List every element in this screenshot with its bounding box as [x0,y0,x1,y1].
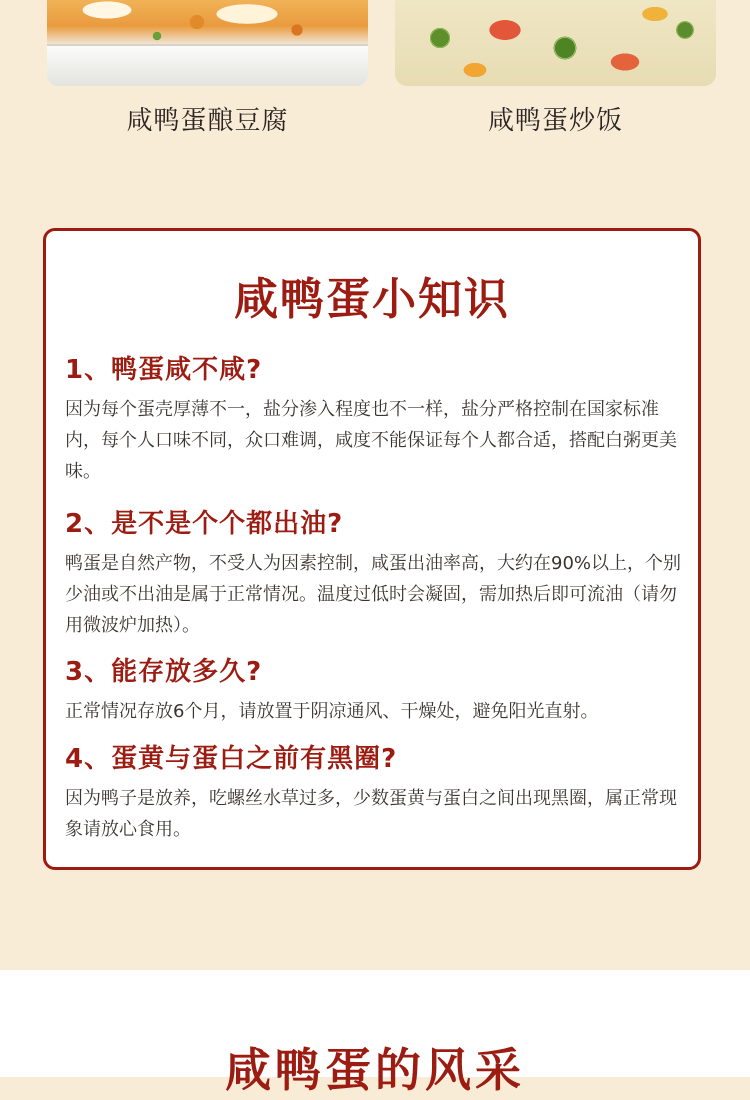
dish-caption: 咸鸭蛋酿豆腐 [126,106,289,136]
knowledge-card [43,228,701,870]
faq-answer: 正常情况存放6个月，请放置于阴凉通风、干燥处，避免阳光直射。 [65,701,599,722]
dish-plate [47,44,368,86]
section-heading: 咸鸭蛋的风采 [225,1043,525,1097]
dish-caption: 咸鸭蛋炒饭 [487,106,623,136]
faq-question: 1、鸭蛋咸不咸? [65,355,263,385]
faq-answer: 鸭蛋是自然产物，不受人为因素控制，咸蛋出油率高，大约在90%以上，个别少油或不出油是属于正常情况。温度过低时会凝固，需加热后即可流油（请勿用微波炉加热）。 [65,553,682,636]
card-title: 咸鸭蛋小知识 [234,274,510,325]
faq-question: 3、能存放多久? [65,657,263,687]
dish-photo-tofu [47,0,368,86]
faq-item [65,738,687,845]
faq-item [65,349,687,487]
faq-item [65,651,687,727]
faq-answer: 因为鸭子是放养，吃螺丝水草过多，少数蛋黄与蛋白之间出现黑圈，属正常现象请放心食用。 [65,788,677,840]
faq-answer: 因为每个蛋壳厚薄不一，盐分渗入程度也不一样，盐分严格控制在国家标准内，每个人口味不同，众口难调，咸度不能保证每个人都合适，搭配白粥更美味。 [65,399,677,482]
faq-question: 2、是不是个个都出油? [65,509,344,539]
dish-photo-fried-rice [395,0,716,86]
faq-item [65,503,687,641]
faq-question: 4、蛋黄与蛋白之前有黑圈? [65,744,398,774]
lower-section [0,970,750,1097]
